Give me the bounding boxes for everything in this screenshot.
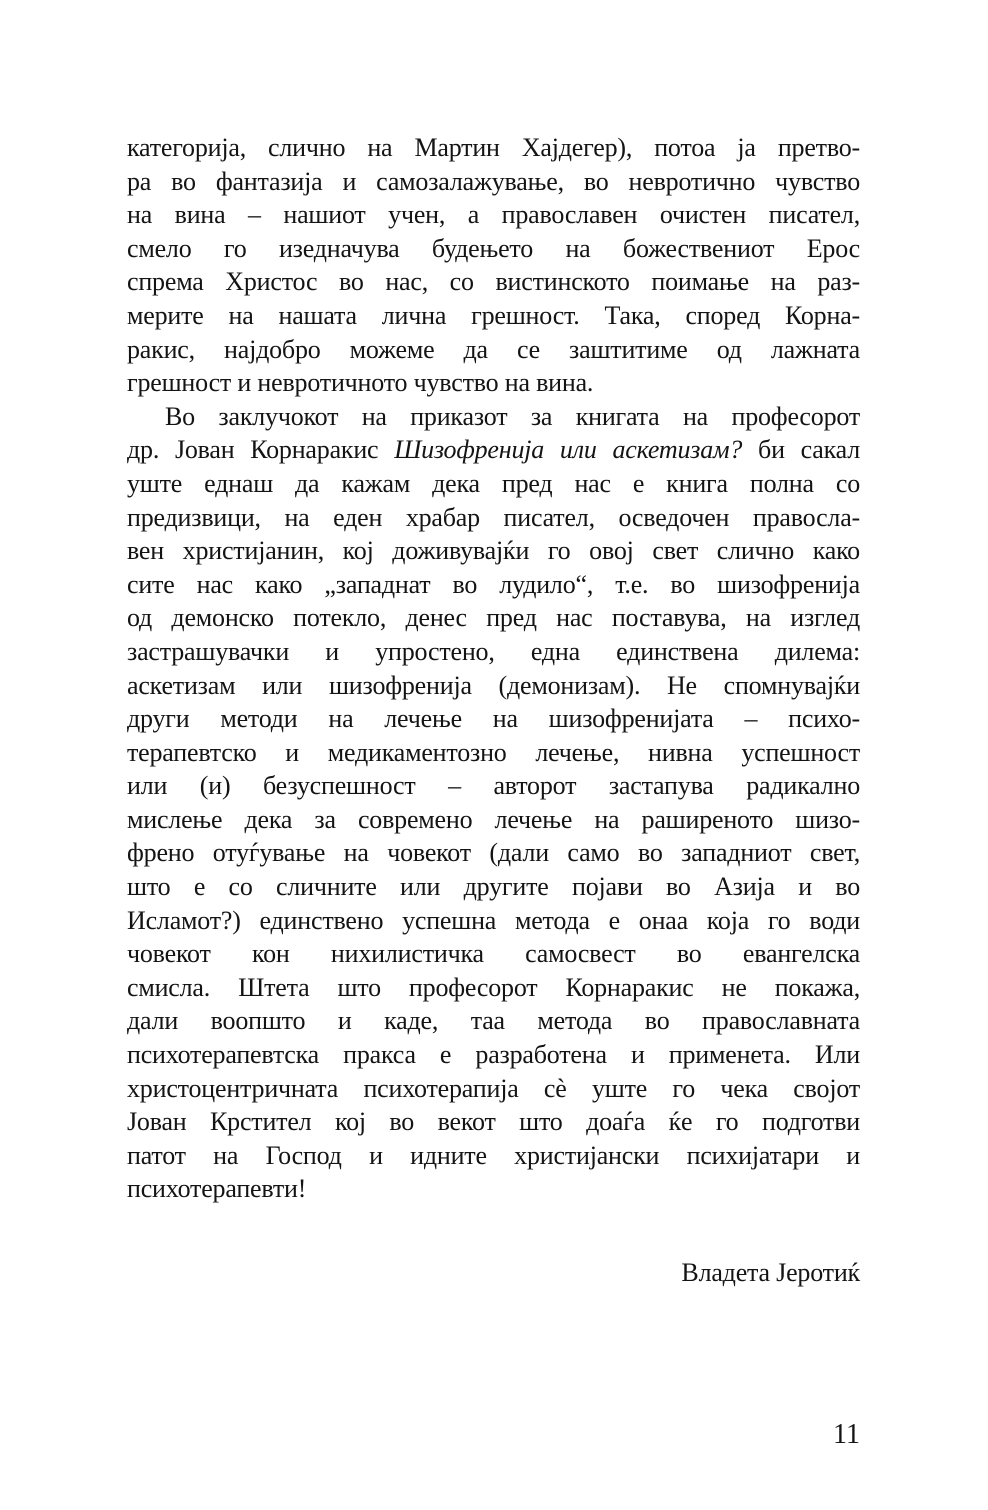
text-line: вен христијанин, кој доживувајќи го овој свет слично како — [127, 536, 860, 566]
author-signature: Владета Јеротиќ — [681, 1258, 860, 1287]
paragraph — [127, 131, 860, 400]
text-line: дали воопшто и каде, таа метода во православната — [127, 1006, 860, 1036]
text-line: христоцентричната психотерапија сѐ уште го чека својот — [127, 1073, 860, 1103]
text-line: аскетизам или шизофренија (демонизам). Не спомнувајќи — [127, 670, 860, 700]
text-line: Во заклучокот на приказот за книгата на професорот — [165, 401, 860, 431]
paragraph — [127, 400, 860, 1206]
page-number: 11 — [833, 1419, 860, 1450]
text-line: на вина – нашиот учен, а православен очистен писател, — [127, 200, 860, 230]
text-line: човекот кон нихилистичка самосвест во евангелска — [127, 939, 860, 969]
text-line: други методи на лечење на шизофренијата – психо- — [127, 704, 860, 734]
text-line: френо отуѓување на човекот (дали само во западниот свет, — [127, 838, 860, 868]
text-line: смисла. Штета што професорот Корнаракис не покажа, — [127, 972, 860, 1002]
text-line: мерите на нашата лична грешност. Така, според Корна- — [127, 300, 860, 330]
page-text — [127, 131, 860, 1290]
text-line: спрема Христос во нас, со вистинското поимање на раз- — [127, 267, 860, 297]
text-line: патот на Господ и идните христијански психијатари и — [127, 1140, 860, 1170]
text-line: што е со сличните или другите појави во Азија и во — [127, 872, 860, 902]
text-line: Јован Крстител кој во векот што доаѓа ќе го подготви — [127, 1107, 860, 1137]
text-line: предизвици, на еден храбар писател, осведочен правосла- — [127, 502, 860, 532]
text-line: сите нас како „западнат во лудило“, т.е. во шизофренија — [127, 569, 860, 599]
text-line: уште еднаш да кажам дека пред нас е книга полна со — [127, 468, 860, 498]
text-line: или (и) безуспешност – авторот застапува радикално — [127, 771, 860, 801]
text-line: психотерапевти! — [127, 1174, 307, 1204]
text-line: застрашувачки и упростено, една единствена дилема: — [127, 636, 860, 666]
text-segment: др. Јован Корнаракис — [127, 435, 395, 465]
text-line: терапевтско и медикаментозно лечење, нивна успешност — [127, 737, 860, 767]
book-title-italic: Шизофренија или аскетизам? — [394, 435, 743, 465]
text-line: категорија, слично на Мартин Хајдегер), потоа ја претво- — [127, 133, 860, 162]
text-segment: би сакал — [742, 435, 860, 465]
text-line: мислење дека за современо лечење на раширеното шизо- — [127, 804, 860, 834]
text-line: грешност и невротичното чувство на вина. — [127, 368, 594, 398]
text-line: ракис, најдобро можеме да се заштитиме од лажната — [127, 334, 860, 364]
text-line: Исламот?) единствено успешна метода е онаа која го води — [127, 905, 860, 935]
text-line: психотерапевтска пракса е разработена и применета. Или — [127, 1040, 860, 1070]
text-line — [127, 433, 860, 467]
text-line: смело го изедначува будењето на божествениот Ерос — [127, 233, 860, 263]
text-line: ра во фантазија и самозалажување, во невротично чувство — [127, 166, 860, 196]
text-line: од демонско потекло, денес пред нас поставува, на изглед — [127, 603, 860, 633]
